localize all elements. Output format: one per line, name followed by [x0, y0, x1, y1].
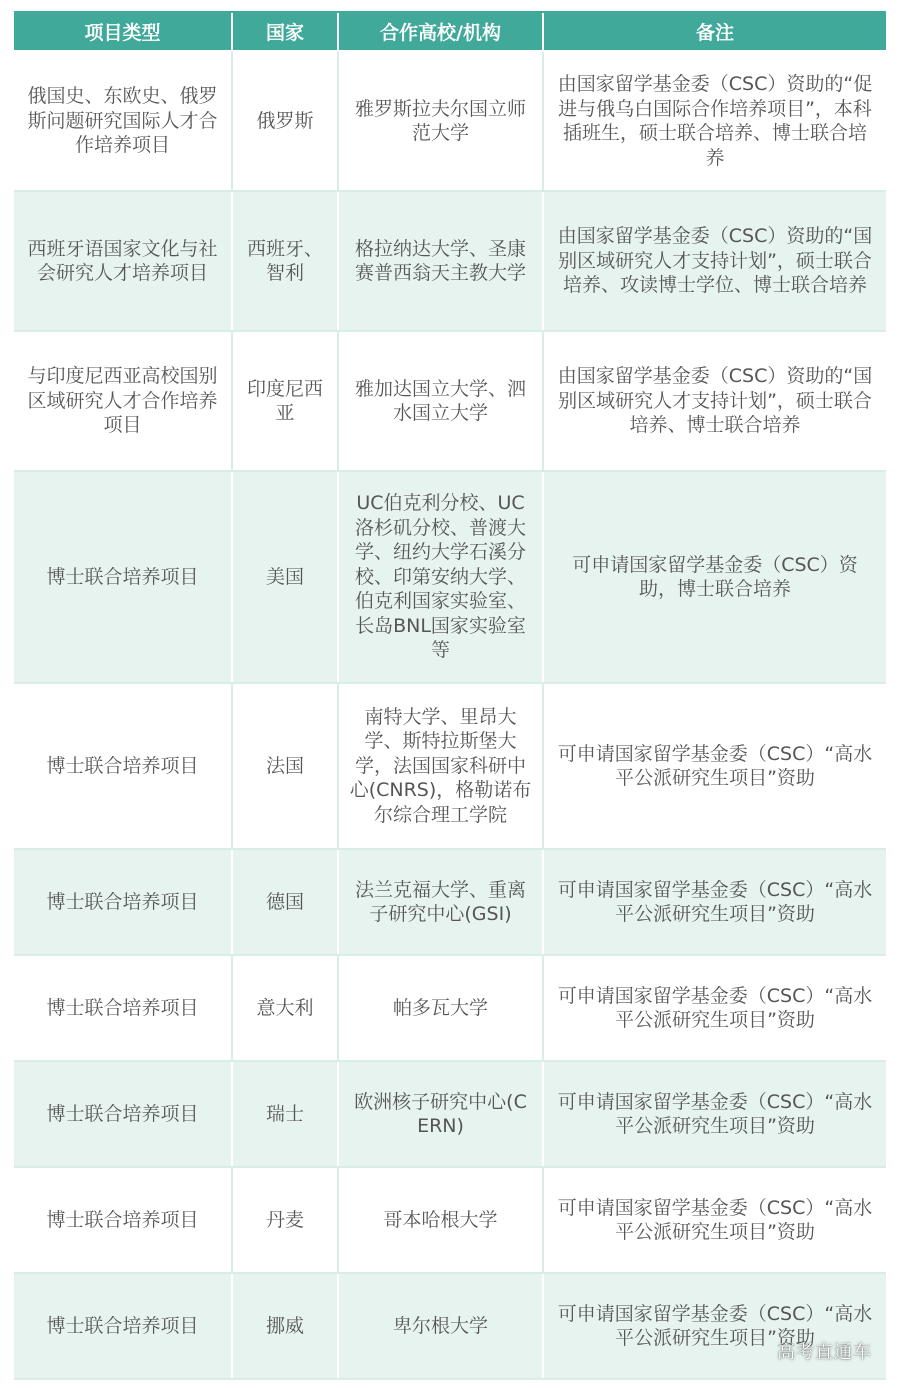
cell-text: UC伯克利分校、UC洛杉矶分校、普渡大学、纽约大学石溪分校、印第安纳大学、伯克利国家实验室、长岛BNL国家实验室等	[354, 492, 526, 662]
cell-text: 南特大学、里昂大学、斯特拉斯堡大学，法国国家科研中心(CNRS)，格勒诺布尔综合理工学院	[349, 705, 532, 826]
cell-institution	[338, 1061, 543, 1167]
cell-text: 可申请国家留学基金委（CSC）“高水平公派研究生项目”资助	[557, 742, 873, 789]
cell-project-type	[14, 191, 232, 331]
table-row	[14, 849, 886, 955]
cell-country	[232, 1167, 338, 1273]
cell-institution	[338, 51, 543, 191]
cell-text: 丹麦	[265, 1208, 304, 1231]
cell-text: 可申请国家留学基金委（CSC）“高水平公派研究生项目”资助	[557, 1196, 873, 1243]
cell-country	[232, 1061, 338, 1167]
cell-text: 由国家留学基金委（CSC）资助的“国别区域研究人才支持计划”，硕士联合培养、攻读博士学位、博士联合培养	[557, 225, 873, 297]
header-institution: 合作高校/机构	[338, 13, 543, 51]
cell-text: 挪威	[265, 1314, 304, 1337]
cell-remark	[543, 331, 886, 471]
cell-text: 瑞士	[265, 1102, 304, 1125]
cell-text: 意大利	[256, 996, 314, 1019]
cell-text: 可申请国家留学基金委（CSC）“高水平公派研究生项目”资助	[557, 1090, 873, 1137]
cell-text: 博士联合培养项目	[46, 996, 199, 1019]
watermark: 高考直通车	[777, 1342, 872, 1363]
cell-text: 欧洲核子研究中心(CERN)	[354, 1090, 527, 1137]
table-row	[14, 191, 886, 331]
cell-text: 格拉纳达大学、圣康赛普西翁天主教大学	[354, 237, 526, 284]
cell-institution	[338, 1167, 543, 1273]
cell-project-type	[14, 683, 232, 849]
cell-country	[232, 191, 338, 331]
cell-text: 博士联合培养项目	[46, 890, 199, 913]
cell-remark	[543, 191, 886, 331]
cell-institution	[338, 191, 543, 331]
cell-project-type	[14, 955, 232, 1061]
cell-text: 可申请国家留学基金委（CSC）“高水平公派研究生项目”资助	[557, 878, 873, 925]
cell-country	[232, 331, 338, 471]
cell-country	[232, 471, 338, 683]
cell-project-type	[14, 331, 232, 471]
cell-remark	[543, 1061, 886, 1167]
cell-text: 可申请国家留学基金委（CSC）“高水平公派研究生项目”资助	[557, 1302, 873, 1349]
cell-text: 博士联合培养项目	[46, 1208, 199, 1231]
cell-institution	[338, 1273, 543, 1379]
cell-text: 俄罗斯	[256, 109, 314, 132]
table-row	[14, 955, 886, 1061]
cell-institution	[338, 955, 543, 1061]
cell-country	[232, 955, 338, 1061]
cell-text: 卑尔根大学	[392, 1314, 488, 1337]
program-table	[14, 13, 886, 1380]
cell-text: 印度尼西亚	[246, 377, 323, 424]
cell-text: 西班牙语国家文化与社会研究人才培养项目	[27, 237, 218, 284]
cell-institution	[338, 471, 543, 683]
cell-remark	[543, 51, 886, 191]
cell-text: 与印度尼西亚高校国别区域研究人才合作培养项目	[27, 365, 218, 437]
table-row	[14, 331, 886, 471]
cell-text: 可申请国家留学基金委（CSC）“高水平公派研究生项目”资助	[557, 984, 873, 1031]
cell-text: 哥本哈根大学	[383, 1208, 498, 1231]
cell-text: 法国	[265, 754, 304, 777]
cell-text: 博士联合培养项目	[46, 1314, 199, 1337]
cell-text: 美国	[265, 565, 304, 588]
cell-text: 雅加达国立大学、泗水国立大学	[354, 377, 526, 424]
cell-country	[232, 683, 338, 849]
table-row	[14, 683, 886, 849]
cell-text: 博士联合培养项目	[46, 565, 199, 588]
header-remark: 备注	[543, 13, 886, 51]
cell-project-type	[14, 51, 232, 191]
cell-remark	[543, 849, 886, 955]
cell-text: 德国	[265, 890, 304, 913]
cell-text: 博士联合培养项目	[46, 1102, 199, 1125]
cell-text: 由国家留学基金委（CSC）资助的“国别区域研究人才支持计划”，硕士联合培养、博士联合培养	[557, 365, 873, 437]
header-country: 国家	[232, 13, 338, 51]
cell-text: 雅罗斯拉夫尔国立师范大学	[354, 97, 526, 144]
cell-remark	[543, 1167, 886, 1273]
cell-text: 法兰克福大学、重离子研究中心(GSI)	[354, 878, 526, 925]
header-project-type: 项目类型	[14, 13, 232, 51]
cell-project-type	[14, 1273, 232, 1379]
cell-text: 西班牙、智利	[246, 237, 323, 284]
cell-text: 由国家留学基金委（CSC）资助的“促进与俄乌白国际合作培养项目”，本科插班生，硕士联合培养、博士联合培养	[557, 73, 873, 169]
cell-remark	[543, 683, 886, 849]
cell-institution	[338, 683, 543, 849]
cell-country	[232, 1273, 338, 1379]
cell-remark	[543, 471, 886, 683]
cell-project-type	[14, 471, 232, 683]
program-table-container	[14, 11, 886, 1379]
table-row	[14, 1167, 886, 1273]
cell-project-type	[14, 1061, 232, 1167]
cell-project-type	[14, 849, 232, 955]
cell-institution	[338, 849, 543, 955]
table-row	[14, 1061, 886, 1167]
cell-text: 帕多瓦大学	[392, 996, 488, 1019]
cell-text: 博士联合培养项目	[46, 754, 199, 777]
cell-text: 俄国史、东欧史、俄罗斯问题研究国际人才合作培养项目	[27, 85, 218, 157]
table-row	[14, 471, 886, 683]
cell-project-type	[14, 1167, 232, 1273]
cell-country	[232, 51, 338, 191]
cell-country	[232, 849, 338, 955]
cell-remark	[543, 955, 886, 1061]
cell-institution	[338, 331, 543, 471]
cell-text: 可申请国家留学基金委（CSC）资助，博士联合培养	[572, 553, 858, 600]
table-row	[14, 51, 886, 191]
table-row	[14, 1273, 886, 1379]
table-header-row	[14, 13, 886, 51]
